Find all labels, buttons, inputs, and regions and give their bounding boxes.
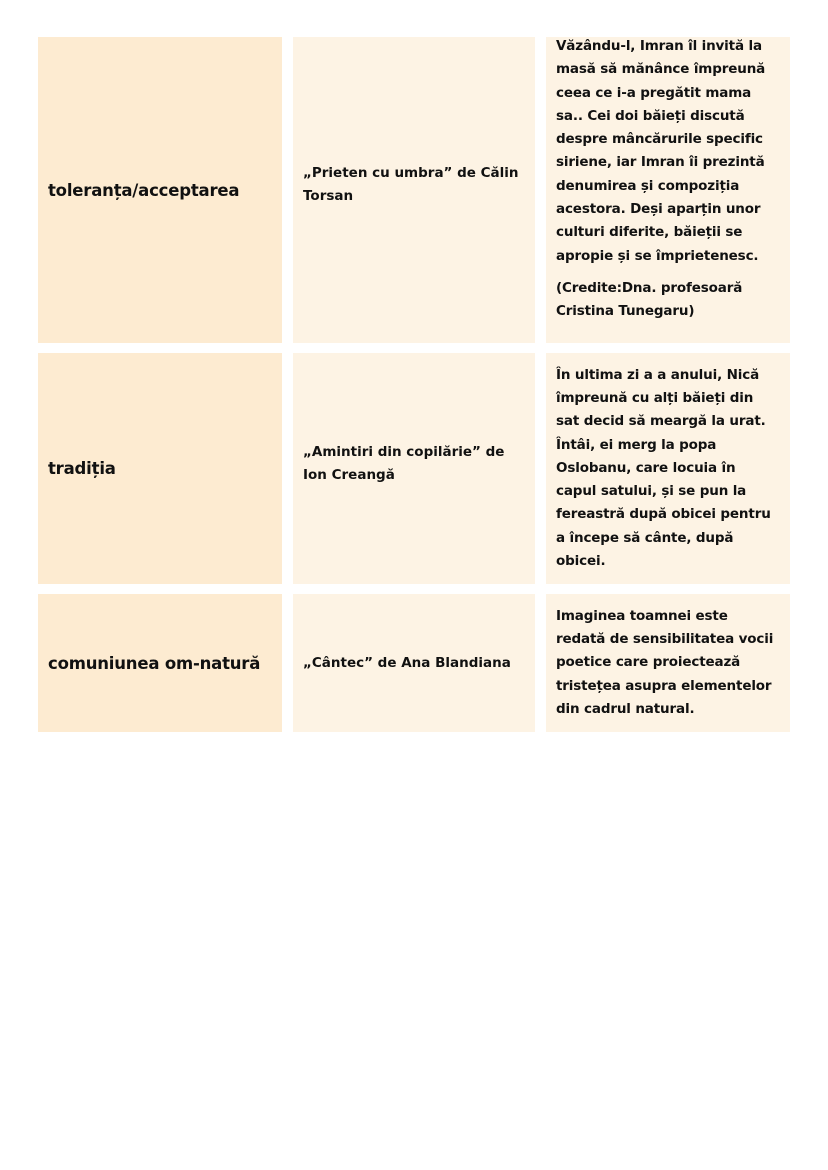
summary-text: Văzându-l, Imran îl invită la masă să mănânce împreună ceea ce i-a pregătit mama sa.. Cei doi băieți discută despre mâncărurile specific siriene, iar Imran îi prezintă denumirea și compoziția acestora. Deși aparțin unor culturi diferite, băieții se apropie și se împrietenesc. bbox=[556, 38, 766, 264]
work-title: „Amintiri din copilărie” de Ion Creangă bbox=[303, 443, 505, 483]
work-title: „Cântec” de Ana Blandiana bbox=[303, 654, 511, 671]
summary-cell bbox=[546, 594, 790, 732]
work-cell bbox=[293, 37, 535, 343]
themes-table bbox=[38, 37, 790, 742]
summary-cell bbox=[546, 353, 790, 584]
table-row bbox=[38, 37, 790, 343]
theme-label: toleranța/acceptarea bbox=[48, 180, 240, 200]
theme-label: tradiția bbox=[48, 459, 116, 478]
table-row bbox=[38, 353, 790, 584]
theme-label: comuniunea om-natură bbox=[48, 653, 261, 673]
summary-text: Imaginea toamnei este redată de sensibilitatea vocii poetice care proiectează tristețea asupra elementelor din cadrul natural. bbox=[556, 607, 774, 717]
credit-text: (Credite:Dna. profesoară Cristina Tunegaru) bbox=[556, 279, 743, 320]
work-cell bbox=[293, 594, 535, 732]
theme-cell bbox=[38, 353, 282, 584]
summary-text: În ultima zi a a anului, Nică împreună cu alți băieți din sat decid să meargă la urat. Întâi, ei merg la popa Oslobanu, care locuia în capul satului, și se pun la fereastră după obicei pentru a începe să cânte, după obicei. bbox=[556, 366, 771, 570]
table-row bbox=[38, 594, 790, 732]
theme-cell bbox=[38, 594, 282, 732]
theme-cell bbox=[38, 37, 282, 343]
summary-cell bbox=[546, 37, 790, 343]
work-cell bbox=[293, 353, 535, 584]
work-title: „Prieten cu umbra” de Călin Torsan bbox=[303, 165, 519, 204]
